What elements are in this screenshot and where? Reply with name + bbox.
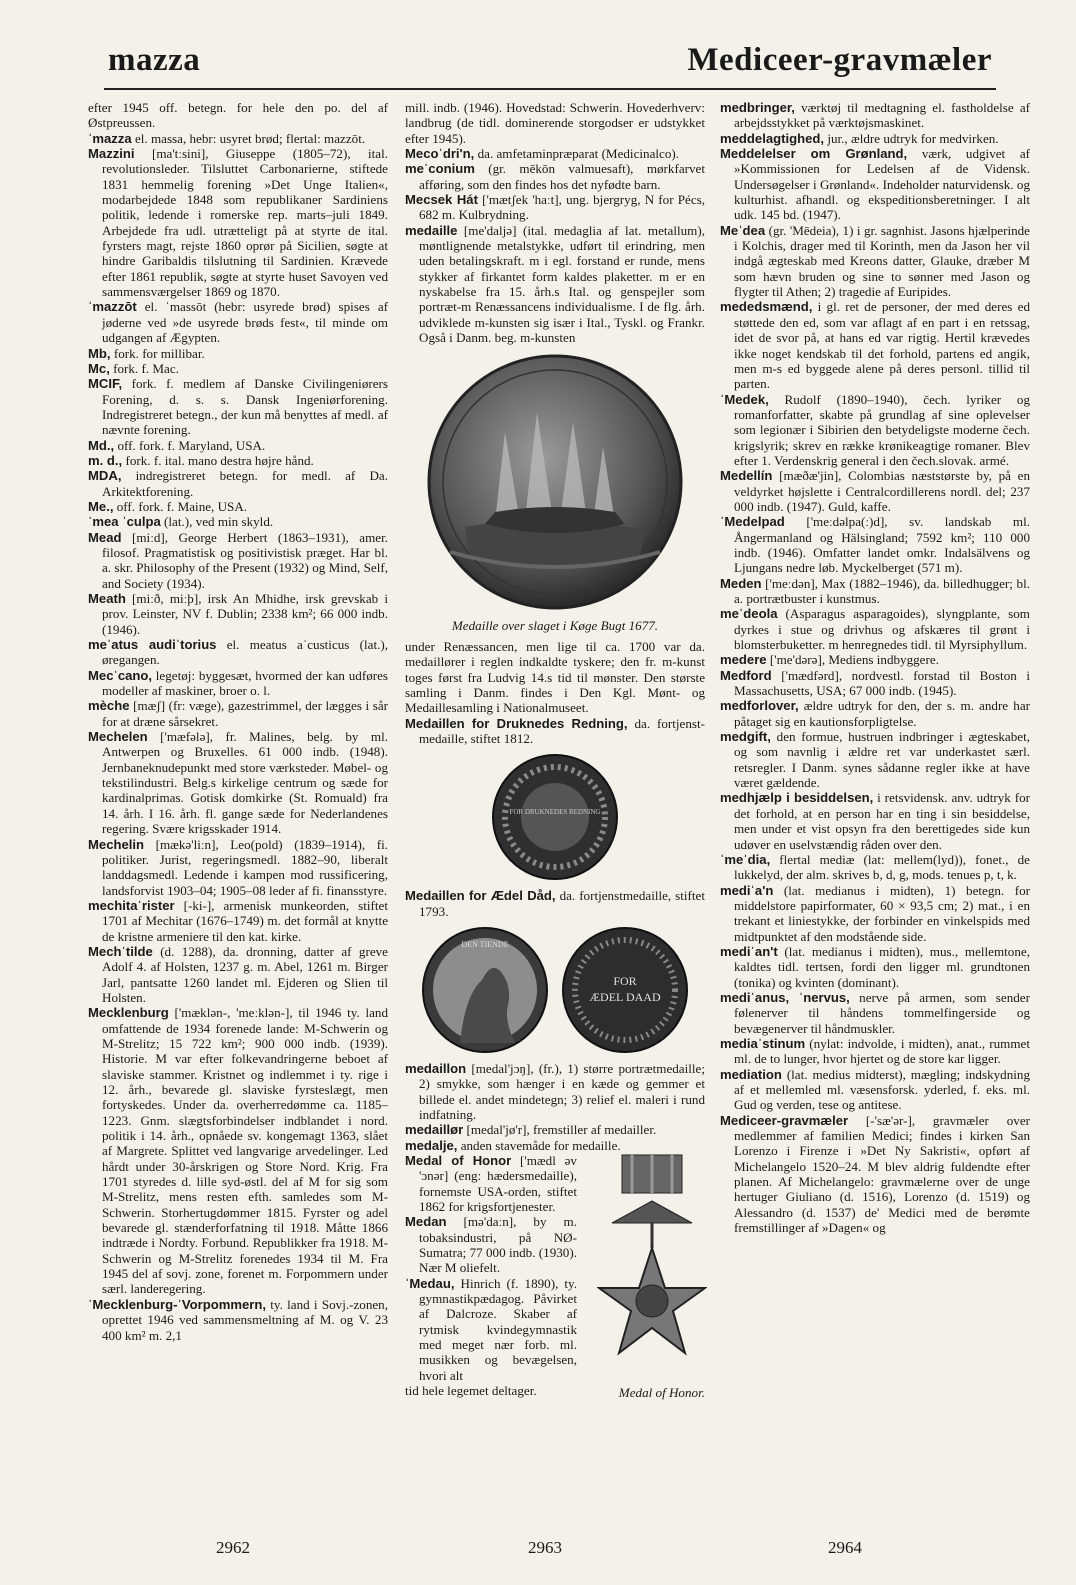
entry-headword: Mc, xyxy=(88,360,110,376)
entry-text: [mæðæ'jin], Colombias næststørste by, på en veldyrket højslette i Centralcordillerens nordl. del; 237 000 indb. (1947). Guld, kaffe. xyxy=(734,468,1030,514)
entry-headword: mediˈan't xyxy=(720,943,778,959)
dictionary-entry xyxy=(720,668,1030,699)
entry-headword: meˈconium xyxy=(405,161,475,177)
dictionary-entry xyxy=(720,652,1030,667)
entry-headword: Mb, xyxy=(88,345,111,361)
entry-headword: Md., xyxy=(88,437,115,453)
entry-headword: Medellín xyxy=(720,468,773,484)
dictionary-entry xyxy=(405,639,705,716)
medal-koge-bugt-caption: Medaille over slaget i Køge Bugt 1677. xyxy=(451,617,659,633)
dictionary-entry xyxy=(88,361,388,376)
entry-text: da. fortjenstmedaille, stiftet 1793. xyxy=(419,888,705,919)
dictionary-entry xyxy=(405,1061,705,1122)
entry-headword: Me., xyxy=(88,498,114,514)
entry-text: [mə'daːn], by m. tobaksindustri, på NØ-Sumatra; 77 000 indb. (1930). Nær M oliefelt. xyxy=(419,1214,577,1276)
dictionary-entry xyxy=(88,591,388,637)
entry-headword: Mecˈcano, xyxy=(88,667,153,683)
page-number-middle: 2963 xyxy=(528,1538,562,1557)
dictionary-entry xyxy=(405,1138,705,1153)
middle-entries-3 xyxy=(405,888,705,919)
entry-text: ['mædl əv 'ɔnər] (eng: hædersmedaille), fornemste USA-orden, stiftet 1862 for krigsfortjenester. xyxy=(419,1153,577,1215)
entry-headword: medaillon xyxy=(405,1060,467,1076)
entry-text: ['meːdəlpa(ː)d], sv. landskab ml. Ångermanland og Hälsingland; 7592 km²; 110 000 indb. (1946). Omfatter landet omkr. Indalsälvens og Ljungans nedre løb. Myckelberget (571 m). xyxy=(734,514,1030,576)
entry-text: (lat. medianus i midten), mus., mellemtone, kaldtes tidl. tertsen, fordi den ligger ml. grundtonen (tonika) og kvinten (dominant). xyxy=(734,943,1030,990)
entry-text: [mæʃ] (fr: væge), gazestrimmel, der lægges i sår for at dræne sårsekret. xyxy=(102,698,388,729)
dictionary-entry xyxy=(720,883,1030,944)
medal-druknedes-inscription: FOR DRUKNEDES REDNING xyxy=(509,808,601,817)
medal-portrait-inscription: DEN TIENDE xyxy=(461,939,509,949)
entry-headword: MCIF, xyxy=(88,376,123,392)
dictionary-entry xyxy=(88,637,388,668)
entry-headword: medaille xyxy=(405,222,458,238)
entry-text: ['mæfələ], fr. Malines, belg. by ml. Antwerpen og Bruxelles. 61 000 indb. (1948). Jernbaneknudepunkt med store værksteder. Møbel- og tekstilindustri. Belg.s kirkelige centrum og sæde for kardinalprimas. Gotisk domkirke (St. Romuald) fra 14. årh. I 16. årh. fl. gange sæde for Nederlandenes regering. Svære krigsskader 1914. xyxy=(102,729,388,837)
entry-text: [-ki-], armenisk munkeorden, stiftet 1701 af Mechitar (1676–1749) m. det formål at knytte de kristne armeniere til den kat. kirke. xyxy=(102,897,388,944)
dictionary-entry xyxy=(720,299,1030,391)
entry-text: i retsvidensk. anv. udtryk for det forhold, at en person har en ting i sin besiddelse, men under et vist opsyn fra den berettigedes side kun udøver en uselvstændig råden over den. xyxy=(734,790,1030,852)
entry-headword: mèche xyxy=(88,698,130,714)
dictionary-entry xyxy=(88,438,388,453)
dictionary-entry xyxy=(88,131,388,146)
entry-headword: mechitaˈrister xyxy=(88,897,175,913)
entry-headword: Mechelin xyxy=(88,836,145,852)
dictionary-entry xyxy=(405,192,705,223)
entry-text: off. fork. f. Maryland, USA. xyxy=(117,437,266,453)
medal-druknedes-redning-image xyxy=(490,752,620,882)
entry-text: Rudolf (1890–1940), čech. lyriker og romanforfatter, skabte på grundlag af sine oplevelser som legionær i Sibirien den betydeligste moderne čech. krigslyrik; skrev en række krønikeagtige romaner. Blev efter 1. Verdenskrig general i den čech.slovak. armé. xyxy=(734,391,1030,468)
column-left xyxy=(88,100,388,1343)
entry-text: flertal mediæ (lat: mellem(lyd)), fonet., de lukkelyd, der alm. skrives b, d, g, mods. tenues p, t, k. xyxy=(734,851,1030,883)
entry-text: under Renæssancen, men lige til ca. 1700 var da. medaillører i reglen indkaldte tyskere; den fr. m-kunst toges først fra Ludvig 14.s tid til mønster. Den største samling i Danm. findes i Den Kgl. Mønt- og Medaillesamling i Nationalmuseet. xyxy=(405,638,705,716)
dictionary-entry xyxy=(405,223,705,346)
dictionary-entry xyxy=(88,729,388,836)
running-head-right: Mediceer-gravmæler xyxy=(687,42,992,78)
entry-text: (lat. medianus i midten), 1) betegn. for middelstore papirformater, 60 × 93,5 cm; 2) mat., i en trekant et liniestykke, der forbinder en vinkelspids med midtpunktet af den modstående side. xyxy=(734,882,1030,944)
entry-text: [medal'jɔŋ], (fr.), 1) større portrætmedaille; 2) smykke, som hænger i en kæde og gemmer et billede el. andet mindetegn; 3) relief el. maleri i rund indfatning. xyxy=(419,1060,705,1122)
entry-headword: medalje, xyxy=(405,1137,458,1153)
dictionary-entry xyxy=(720,468,1030,514)
entry-text: værktøj til medtagning el. fastholdelse af arbejdsstykket på værktøjsmaskinet. xyxy=(734,100,1031,131)
entry-text: [ma'tːsini], Giuseppe (1805–72), ital. revolutionsleder. Tilsluttet Carbonarierne, stiftede 1831 hemmelig forening »Det Unge Italien«, modarbejdede 1848 som republikaner Sardiniens politik, ledende i romerske rep. marts–juli 1849. Arbejdede fra udl. utrætteligt på at styrte de ital. fyrsters magt, rejste 1860 oprør på Sicilien, søgte at hindre Garibaldis tilslutning til Sardinien. Krævede efter 1861 republik, søgte at styrte huset Savoyen ved sammensværgelser 1869 og 1870. xyxy=(102,146,388,300)
entry-text: mill. indb. (1946). Hovedstad: Schwerin. Hovederhverv: landbrug (de tidl. dominerende storgodser er udstykket efter 1945). xyxy=(405,100,705,146)
dictionary-entry xyxy=(720,606,1030,652)
dictionary-entry xyxy=(720,146,1030,223)
middle-entries-2 xyxy=(405,639,705,746)
entry-headword: mededsmænd, xyxy=(720,299,813,315)
medal-of-honor-block xyxy=(405,1153,705,1401)
entry-text: Hinrich (f. 1890), ty. gymnastikpædagog. Påvirket af Dalcroze. Skaber af rytmisk kvindegymnastik med meget nær forb. ml. musikken og bevægelsen, hvori alt xyxy=(419,1275,577,1383)
entry-headword: ˈmazza xyxy=(88,130,132,146)
middle-top-entries xyxy=(405,100,705,346)
entry-headword: Medan xyxy=(405,1214,447,1230)
dictionary-entry xyxy=(88,468,388,499)
dictionary-entry xyxy=(88,837,388,898)
dictionary-entry xyxy=(405,161,705,192)
entry-text: [-'sæ'ər-], gravmæler over medlemmer af familien Medici; findes i kirken San Lorenzo i Firenze i »Det Ny Sakristi«, opført af Michelangelo 1520–24. M blev aldrig fuldendte efter planen. Af Michelangelo: gravmælerne over de unge hertuger Giuliano (d. 1516), Lorenzo (d. 1519) og Alessandro (d. 1537) de' Medici med de berømte fremstillinger af »Dagen« og xyxy=(734,1112,1030,1236)
entry-headword: ˈmea ˈculpa xyxy=(88,514,161,530)
entry-headword: Medal of Honor xyxy=(405,1153,512,1168)
entry-headword: mediaˈstinum xyxy=(720,1035,806,1051)
entry-headword: MDA, xyxy=(88,468,122,484)
entry-text: [medal'jø'r], fremstiller af medailler. xyxy=(466,1122,657,1138)
entry-headword: Medford xyxy=(720,667,772,683)
entry-headword: Meddelelser om Grønland, xyxy=(720,146,908,162)
entry-text: da. fortjenst-medaille, stiftet 1812. xyxy=(419,715,706,746)
running-head-left: mazza xyxy=(108,42,201,78)
dictionary-entry xyxy=(405,888,705,919)
dictionary-entry xyxy=(88,698,388,729)
dictionary-entry xyxy=(720,514,1030,575)
dictionary-entry xyxy=(88,530,388,591)
entry-headword: m. d., xyxy=(88,452,123,468)
dictionary-entry xyxy=(405,1153,577,1214)
entry-headword: Medaillen for Ædel Dåd, xyxy=(405,888,556,904)
entry-text: jur., ældre udtryk for medvirken. xyxy=(827,130,999,146)
entry-text: (nylat: indvolde, i midten), anat., rummet ml. de to lunger, hvor hjertet og de store kar ligger. xyxy=(734,1035,1030,1067)
entry-text: ['mædfərd], nordvestl. forstad til Boston i Massachusetts, USA; 67 000 indb. (1945). xyxy=(734,667,1030,699)
entry-text: ['mæklən-, 'meːklən-], til 1946 ty. land omfattende de 1934 forenede lande: M-Schwerin og M-Strelitz; 15 722 km²; 900 000 indb. (1939). Historie. M var efter folkevandringerne beboet af slaviske stammer. Kristnet og indlemmet i ty. rige i 12. årh., bevarede gl. slaviske fyrsteslægt, men fortyskedes. Under da. overherredømme ca. 1185–1223. Gnm. slægtsforbindelser indblandet i nord. politik i 14. årh., opnåede sv. kongemagt 1363, slået af Margrete. Splittet ved langvarige arvedelinger. Led hårdt under 30-årskrigen og Store Nord. Krig. Fra 1701 styredes d. lille syd-østl. del af M for sig som M-Strelitz, mens resten efth. samledes som M-Schwerin. Storhertugdømmer 1815. Fyrster og adel bevarede gl. stænderforfatning til 1918. Måtte 1866 indtræde i Nordty. Forbund. Republikker fra 1918. M-Schwerin og M-Strelitz forenedes 1934 til M. Fra 1945 del af sovj. zone, forenet m. Forpommern under særl. landeregering. xyxy=(102,1005,388,1297)
entry-text: nerve på armen, som sender følenerver til håndens tommelfingerside og bevægenerver til håndmuskler. xyxy=(734,989,1030,1036)
entry-headword: medbringer, xyxy=(720,100,795,115)
dictionary-entry xyxy=(88,898,388,944)
entry-headword: ˈmazzōt xyxy=(88,299,137,315)
entry-text: [miːd], George Herbert (1863–1931), amer. filosof. Pragmatistisk og positivistisk præget. Har bl. a. skr. Philosophy of the Present (1932) og Mind, Self, and Society (1934). xyxy=(102,529,389,591)
dictionary-entry xyxy=(405,1214,577,1275)
dictionary-entry xyxy=(88,146,388,299)
dictionary-entry xyxy=(720,1067,1030,1113)
entry-headword: Mechelen xyxy=(88,729,148,745)
entry-text: ty. land i Sovj.-zonen, oprettet 1946 ved sammensmeltning af M. og V. 23 400 km² m. 2,1 xyxy=(102,1296,389,1343)
medal-koge-bugt-image xyxy=(425,352,685,612)
medal-reverse-inscription: FOR ÆDEL DAAD xyxy=(589,973,661,1004)
entry-headword: ˈmeˈdia, xyxy=(720,851,771,867)
entry-headword: medforlover, xyxy=(720,698,799,714)
entry-text: fork. f. ital. mano destra højre hånd. xyxy=(125,452,314,468)
entry-headword: Meˈdea xyxy=(720,222,766,238)
entry-text: el. massa, hebr: usyret brød; flertal: mazzōt. xyxy=(134,130,366,146)
entry-headword: Mecoˈdri'n, xyxy=(405,146,475,162)
page-number-left: 2962 xyxy=(216,1538,250,1557)
entry-headword: Mecklenburg xyxy=(88,1005,169,1021)
dictionary-entry xyxy=(720,729,1030,790)
entry-text: indregistreret betegn. for medl. af Da. Arkitektforening. xyxy=(102,468,388,499)
entry-text: el. meatus aˈcusticus (lat.), øregangen. xyxy=(102,637,389,668)
entry-headword: medhjælp i besiddelsen, xyxy=(720,790,874,806)
middle-bottom-entries xyxy=(405,1061,705,1153)
dictionary-entry xyxy=(720,131,1030,146)
dictionary-entry xyxy=(720,1036,1030,1067)
dictionary-entry xyxy=(720,790,1030,851)
entry-headword: Medaillen for Druknedes Redning, xyxy=(405,715,628,731)
entry-text: ['mætʃek 'haːt], ung. bjergryg, N for Pécs, 682 m. Kulbrydning. xyxy=(419,192,706,223)
entry-headword: mediˈa'n xyxy=(720,882,774,898)
entry-headword: meddelagtighed, xyxy=(720,130,825,146)
entry-headword: mediation xyxy=(720,1066,782,1082)
entry-text: ['meːdən], Max (1882–1946), da. billedhugger; bl. a. portrætbuster i kunstmus. xyxy=(734,575,1030,606)
entry-text: ældre udtryk for den, der s. m. andre har påtaget sig en kautionsforpligtelse. xyxy=(734,698,1030,729)
entry-text: [miːð, miːþ], irsk An Mhidhe, irsk grevskab i prov. Leinster, NV f. Dublin; 2338 km²; 66 000 indb. (1946). xyxy=(102,591,389,637)
entry-headword: meˈatus audiˈtorius xyxy=(88,637,217,653)
entry-headword: Meden xyxy=(720,575,762,591)
entry-text: værk, udgivet af »Kommissionen for Ledelsen af de Vidensk. Undersøgelser i Grønland«. Indeholder naturvidensk. og kulturhist. afhandl. og ekspeditionsberetninger. I alt udk. 145 bd. (1947). xyxy=(734,146,1030,223)
column-middle xyxy=(405,100,705,1401)
entry-text: (gr. mēkōn valmuesaft), mørkfarvet afføring, som den findes hos det nyfødte barn. xyxy=(419,161,705,192)
entry-text: efter 1945 off. betegn. for hele den po. del af Østpreussen. xyxy=(88,100,388,131)
medal-aedel-dad-pair xyxy=(405,925,705,1055)
entry-headword: medaillør xyxy=(405,1122,464,1138)
medau-last-line: tid hele legemet deltager. xyxy=(405,1383,537,1399)
dictionary-entry xyxy=(88,100,388,131)
medal-of-honor-image xyxy=(597,1153,707,1383)
dictionary-entry xyxy=(88,944,388,1005)
entry-headword: ˈMedau, xyxy=(405,1275,455,1291)
entry-headword: Meath xyxy=(88,591,126,606)
entry-text: (lat.), ved min skyld. xyxy=(164,514,274,530)
entry-headword: Mead xyxy=(88,529,122,545)
medal-of-honor-caption: Medal of Honor. xyxy=(618,1385,705,1401)
dictionary-entry xyxy=(720,576,1030,607)
column-right xyxy=(720,100,1030,1235)
dictionary-entry xyxy=(405,716,705,747)
entry-text: off. fork. f. Maine, USA. xyxy=(116,498,248,514)
entry-text: fork. f. medlem af Danske Civilingeniørers Forening, d. s. s. Dansk Ingeniørforening. Indregistreret betegn., der kun må benyttes af medl. af nævnte forening. xyxy=(102,376,388,438)
entry-headword: medgift, xyxy=(720,729,771,745)
entry-headword: Mecsek Hát xyxy=(405,192,478,208)
entry-text: fork. for millibar. xyxy=(113,345,205,361)
dictionary-entry xyxy=(405,1276,577,1383)
entry-text: (lat. medius midterst), mægling; indskydning af et mellemled ml. væsensforsk. yderled, f. eks. ml. Gud og verden, tese og antitese. xyxy=(734,1066,1030,1113)
dictionary-entry xyxy=(88,346,388,361)
entry-headword: Mazzini xyxy=(88,146,135,162)
dictionary-entry xyxy=(88,1005,388,1297)
medal-aedel-dad-reverse-image xyxy=(560,925,690,1055)
entry-headword: mediˈanus, ˈnervus, xyxy=(720,989,850,1005)
entry-text: da. amfetaminpræparat (Medicinalco). xyxy=(477,146,680,162)
dictionary-entry xyxy=(88,453,388,468)
entry-text: (d. 1288), da. dronning, datter af greve Adolf 4. af Holsten, 1237 g. m. Abel, 1261 m. Birger Jarl, pantsatte 1260 landet ml. Ejderen og Slien til Holsten. xyxy=(102,943,388,1005)
dictionary-entry xyxy=(88,668,388,699)
dictionary-entry xyxy=(720,944,1030,990)
medal-aedel-dad-portrait-image xyxy=(420,925,550,1055)
dictionary-entry xyxy=(88,499,388,514)
entry-text: fork. f. Mac. xyxy=(113,360,179,376)
medal-of-honor-entries xyxy=(405,1153,577,1383)
entry-text: (Asparagus asparagoides), slyngplante, som dyrkes i stue og drivhus og afskæres til grønt i blomsterbuketter. m henregnedes tidl. til Myrsiphyllum. xyxy=(734,606,1030,653)
entry-headword: ˈMedelpad xyxy=(720,514,785,530)
dictionary-entry xyxy=(88,1297,388,1343)
entry-headword: Mechˈtilde xyxy=(88,943,153,959)
dictionary-entry xyxy=(88,514,388,529)
entry-text: [mækə'liːn], Leo(pold) (1839–1914), fi. politiker. Jurist, regeringsmedl. 1882–90, liberalt landdagsmedl. Ledende i kampen mod russificering, landsforvist 1903–04; 1905–08 leder af fi. finansstyre. xyxy=(102,836,388,898)
dictionary-entry xyxy=(720,1113,1030,1236)
entry-text: [me'daljə] (ital. medaglia af lat. metallum), møntlignende metalstykke, udført til erindring, men uden betalingskraft. m i egl. forstand er runde, mens stykker af firkantet form kaldes plaketter. m er en nyskabelse fra 15. årh.s Ital. og genspejler som portræt-m Renæssancens individualisme. I de flg. årh. udviklede m-kunsten sig især i Ital., Tyskl. og Frankr. Også i Danm. beg. m-kunsten xyxy=(419,222,705,346)
dictionary-entry xyxy=(720,223,1030,300)
entry-headword: meˈdeola xyxy=(720,606,778,622)
entry-text: (gr. 'Mēdeia), 1) i gr. sagnhist. Jasons hjælperinde i Kolchis, drager med til Korinth, men da Jason her vil indgå ægteskab med Kreons datter, Glauke, dræber M som hævn bruden og sine to sønner med Jason og flygter til Athen; 2) tragedie af Euripides. xyxy=(734,222,1030,300)
dictionary-entry xyxy=(720,852,1030,883)
dictionary-entry xyxy=(88,299,388,345)
entry-headword: ˈMedek, xyxy=(720,391,769,407)
header-rule xyxy=(104,88,996,90)
entry-headword: ˈMecklenburg-ˈVorpommern, xyxy=(88,1296,266,1312)
dictionary-entry xyxy=(720,100,1030,131)
dictionary-entry xyxy=(720,990,1030,1036)
entry-text: den formue, hustruen indbringer i ægteskabet, og som navnlig i ældre ret var underkastet særl. retsregler. I Danm. synes sådanne regler ikke at have været gældende. xyxy=(734,729,1030,791)
dictionary-entry xyxy=(88,376,388,437)
dictionary-entry xyxy=(405,1122,705,1137)
dictionary-entry xyxy=(405,146,705,161)
entry-text: legetøj: byggesæt, hvormed der kan udføres modeller af maskiner, broer o. l. xyxy=(102,667,389,699)
entry-text: anden stavemåde for medaille. xyxy=(460,1137,621,1153)
entry-text: i gl. ret de personer, der med deres ed støttede den ed, som var aflagt af en part i en retssag, idet de svor på, at hans ed var rigtig. Hertil krævedes ikke noget kendskab til det forhold, partens ed angik, men m-s ed byggede alene på deres personl. tillid til parten. xyxy=(734,299,1030,392)
dictionary-entry xyxy=(720,392,1030,469)
entry-headword: Mediceer-gravmæler xyxy=(720,1112,849,1128)
page-number-right: 2964 xyxy=(828,1538,862,1557)
dictionary-entry xyxy=(405,100,705,146)
entry-headword: medere xyxy=(720,652,767,668)
dictionary-entry xyxy=(720,698,1030,729)
entry-text: ['me'dərə], Mediens indbyggere. xyxy=(769,652,939,668)
entry-text: el. ˈmassōt (hebr: usyrede brød) spises af jøderne ved »de usyrede brøds fest«, til minde om udgangen af Ægypten. xyxy=(102,299,388,346)
